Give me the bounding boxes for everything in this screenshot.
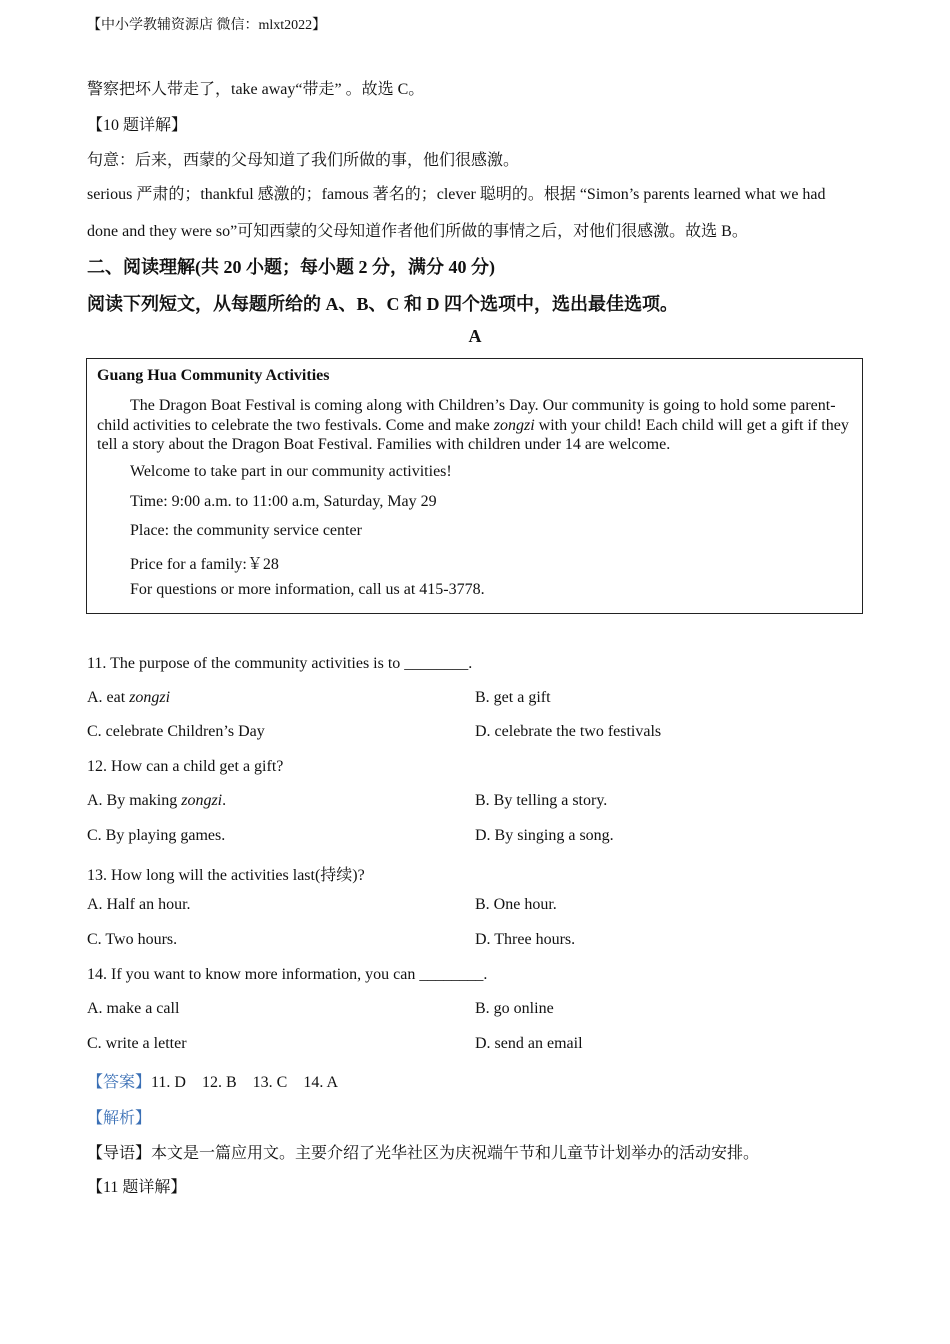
notice-paragraph: The Dragon Boat Festival is coming along with Children’s Day. Our community is going to hold some parent-child activities to celebrate the two festivals. Come and make zongzi with your child! Each child will get a gift if they tell a story about the Dragon Boat Festival. Families with children under 14 are welcome.	[97, 397, 849, 453]
section-heading: 二、阅读理解(共 20 小题；每小题 2 分，满分 40 分)	[87, 257, 495, 277]
option-11-b: B. get a gift	[475, 689, 551, 706]
notice-contact: For questions or more information, call us at 415-3778.	[130, 581, 485, 598]
answer-line	[87, 1069, 338, 1092]
question-stem-11: 11. The purpose of the community activities is to ________.	[87, 655, 473, 672]
option-13-b: B. One hour.	[475, 896, 557, 913]
option-14-a: A. make a call	[87, 1000, 180, 1017]
passage-letter: A	[468, 326, 482, 346]
guide-line: 【导语】本文是一篇应用文。主要介绍了光华社区为庆祝端午节和儿童节计划举办的活动安排。	[87, 1145, 760, 1162]
question-stem-14: 14. If you want to know more information, you can ________.	[87, 966, 488, 983]
detail-heading-11: 【11 题详解】	[87, 1179, 187, 1196]
notice-title: Guang Hua Community Activities	[97, 367, 330, 384]
notice-time: Time: 9:00 a.m. to 11:00 a.m, Saturday, May 29	[130, 493, 437, 510]
option-14-c: C. write a letter	[87, 1035, 187, 1052]
option-12-a: A. By making zongzi.	[87, 792, 227, 809]
explanation-line: 句意：后来，西蒙的父母知道了我们所做的事，他们很感激。	[87, 152, 520, 169]
option-11-d: D. celebrate the two festivals	[475, 723, 662, 740]
analysis-label: 【解析】	[87, 1110, 152, 1127]
option-13-d: D. Three hours.	[475, 931, 576, 948]
question-stem-13: 13. How long will the activities last(持续)?	[87, 867, 365, 884]
question-stem-12: 12. How can a child get a gift?	[87, 758, 284, 775]
notice-box	[86, 358, 863, 614]
notice-welcome: Welcome to take part in our community activities!	[130, 463, 452, 480]
option-12-c: C. By playing games.	[87, 827, 226, 844]
explanation-line: 警察把坏人带走了，take away“带走” 。故选 C。	[87, 81, 425, 98]
detail-heading-10: 【10 题详解】	[87, 117, 188, 134]
page-header: 【中小学教辅资源店 微信：mlxt2022】	[87, 18, 327, 33]
option-12-d: D. By singing a song.	[475, 827, 614, 844]
notice-place: Place: the community service center	[130, 522, 362, 539]
explanation-line: serious 严肃的；thankful 感激的；famous 著名的；clever 聪明的。根据 “Simon’s parents learned what we had	[87, 186, 826, 203]
notice-price: Price for a family:￥28	[130, 556, 279, 573]
option-11-a: A. eat zongzi	[87, 689, 171, 706]
answer-values: 11. D 12. B 13. C 14. A	[151, 1074, 338, 1091]
option-13-a: A. Half an hour.	[87, 896, 191, 913]
section-instruction: 阅读下列短文，从每题所给的 A、B、C 和 D 四个选项中，选出最佳选项。	[87, 294, 678, 314]
explanation-line: done and they were so”可知西蒙的父母知道作者他们所做的事情之后，对他们很感激。故选 B。	[87, 223, 748, 240]
option-13-c: C. Two hours.	[87, 931, 178, 948]
answer-label: 【答案】	[87, 1074, 152, 1091]
option-14-d: D. send an email	[475, 1035, 583, 1052]
option-11-c: C. celebrate Children’s Day	[87, 723, 265, 740]
option-14-b: B. go online	[475, 1000, 554, 1017]
option-12-b: B. By telling a story.	[475, 792, 608, 809]
